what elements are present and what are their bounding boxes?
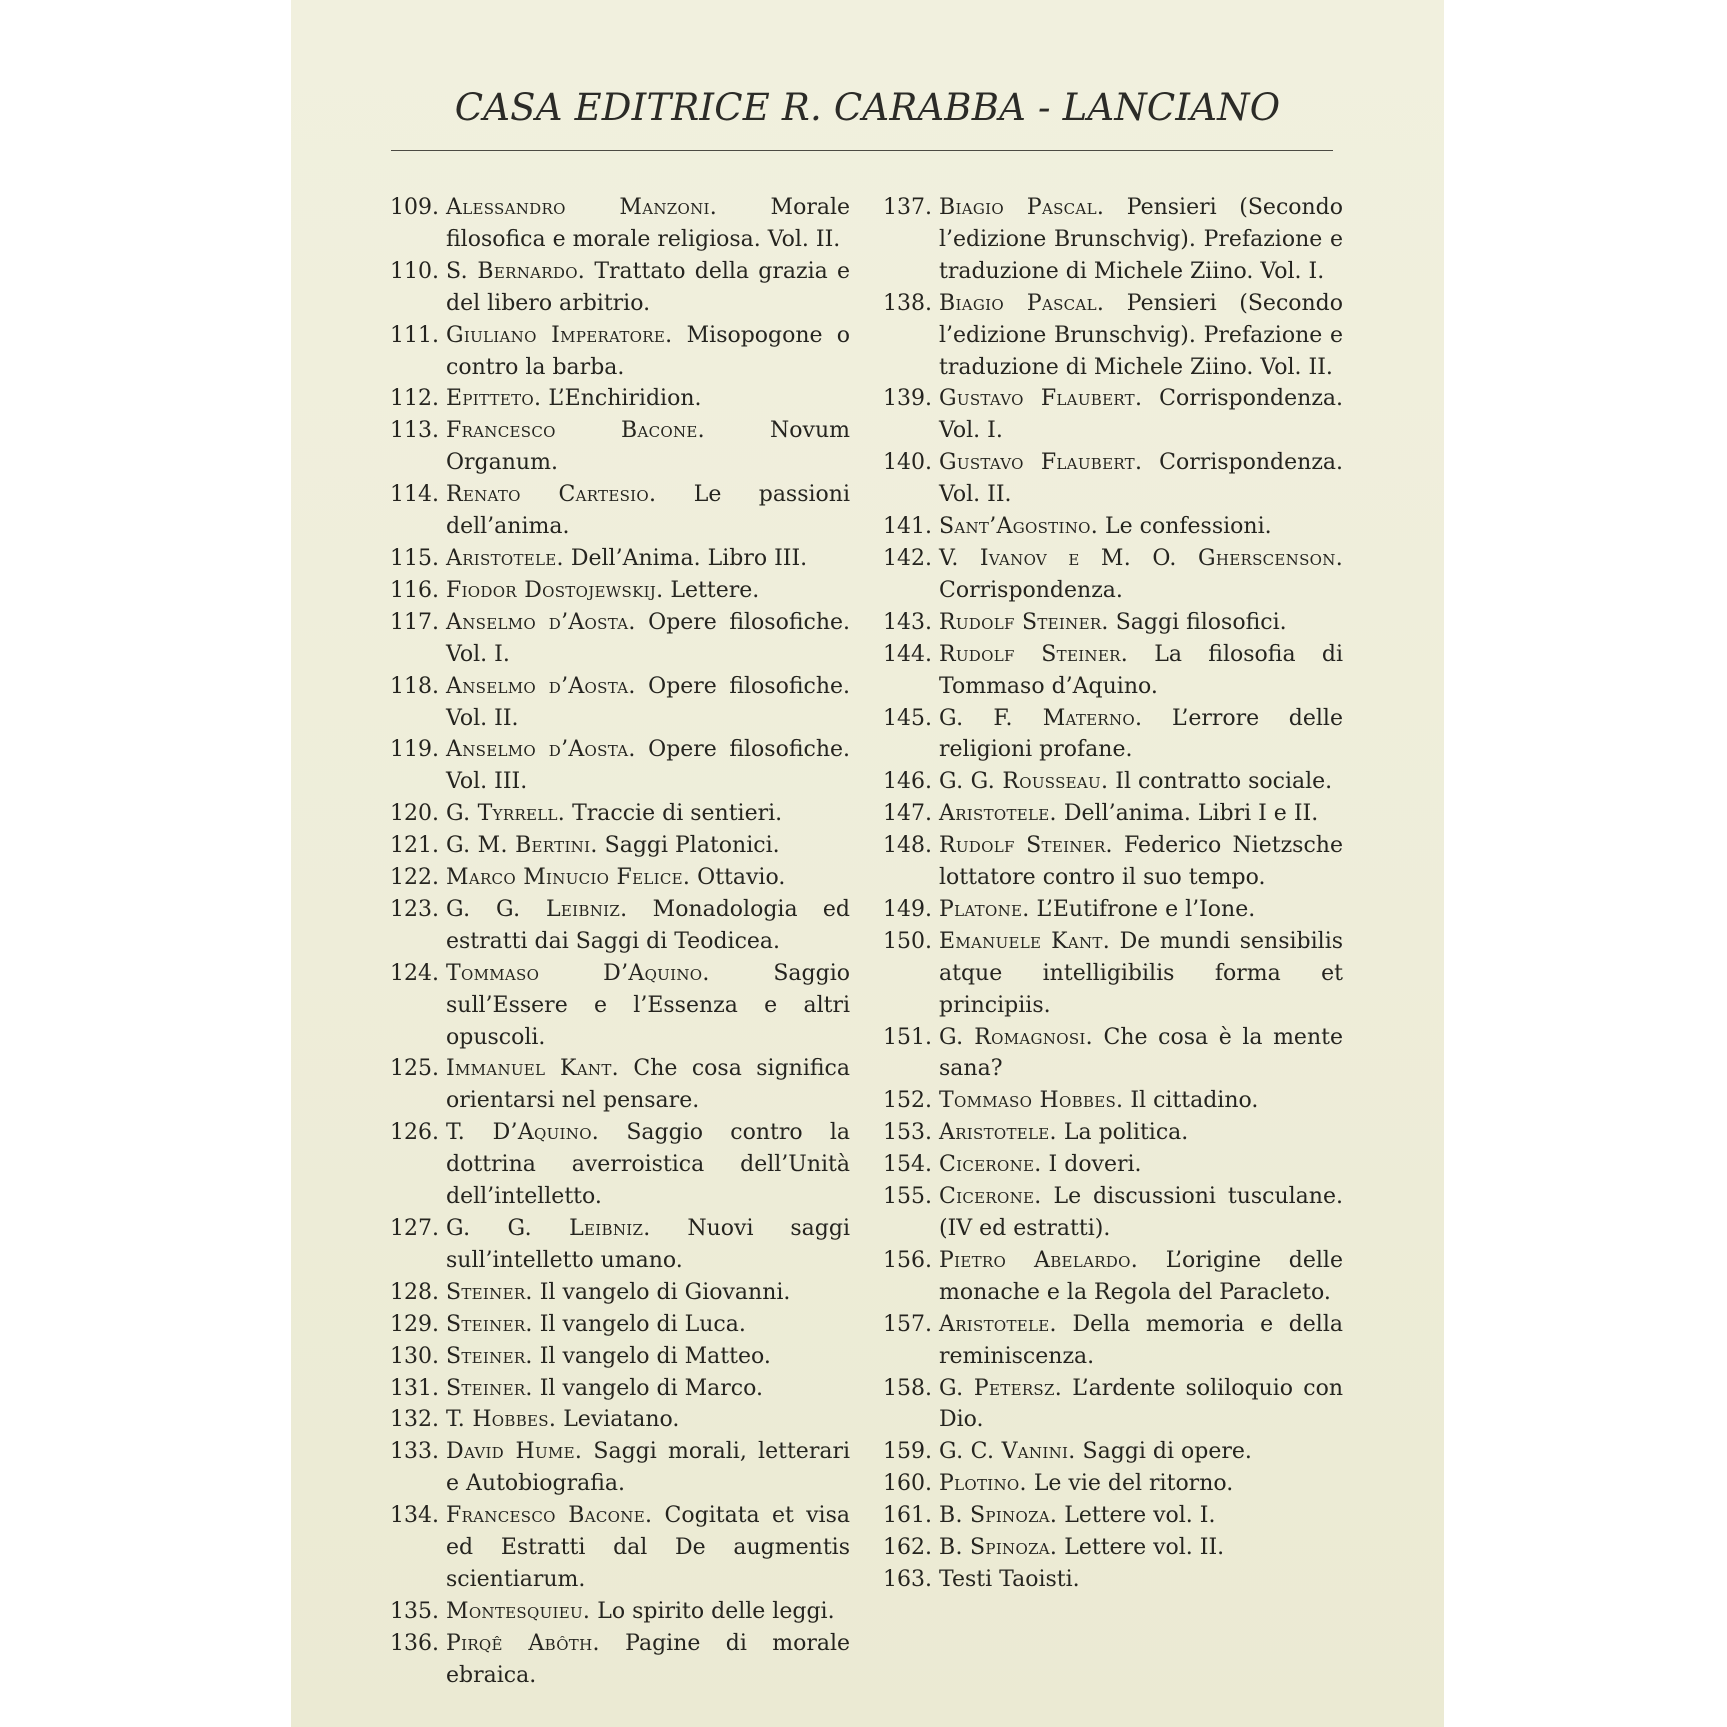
entry-number: 123.	[390, 896, 439, 922]
catalog-entry	[883, 1117, 1343, 1149]
entry-author: G. G. Leibniz.	[446, 1216, 651, 1241]
entry-number: 114.	[390, 482, 439, 508]
entry-title: Monadologia ed estratti dai Saggi di Teodicea.	[446, 896, 850, 954]
catalog-entry	[390, 1053, 850, 1117]
entry-author: Alessandro Manzoni.	[446, 195, 718, 220]
entry-author: Aristotele.	[939, 801, 1057, 827]
entry-number: 154.	[883, 1152, 932, 1178]
entry-title: Pensieri (Secondo l’edizione Brunschvig). Prefazione e traduzione di Michele Ziino. Vol. II.	[939, 290, 1344, 380]
entry-author: Aristotele.	[446, 545, 564, 571]
entry-title: Il cittadino.	[1130, 1088, 1259, 1114]
entry-author: Biagio Pascal.	[939, 290, 1105, 316]
catalog-entry	[883, 1468, 1343, 1500]
entry-number: 125.	[390, 1056, 439, 1082]
catalog-entry	[883, 447, 1343, 511]
entry-title: Il vangelo di Luca.	[539, 1311, 746, 1337]
entry-number: 155.	[883, 1184, 932, 1210]
entry-number: 139.	[883, 386, 932, 412]
entry-author: G. G. Rousseau.	[939, 769, 1109, 795]
entry-title: Opere filosofiche. Vol. I.	[446, 609, 850, 667]
entry-title: Morale filosofica e morale religiosa. Vol. II.	[446, 195, 851, 252]
entry-number: 136.	[390, 1630, 439, 1656]
entry-author: G. Petersz.	[939, 1375, 1063, 1401]
entry-title: L’Enchiridion.	[548, 386, 702, 412]
entry-title: Novum Organum.	[446, 418, 850, 476]
entry-title: Le confessioni.	[1105, 514, 1272, 540]
entry-author: T. D’Aquino.	[446, 1120, 600, 1146]
entry-author: Rudolf Steiner.	[939, 833, 1113, 859]
entry-author: V. Ivanov e M. O. Gherscenson.	[939, 545, 1343, 571]
entry-number: 118.	[390, 673, 439, 699]
entry-author: Steiner.	[446, 1279, 533, 1305]
entry-title: Saggi di opere.	[1082, 1439, 1252, 1465]
entry-title: L’origine delle monache e la Regola del Paracleto.	[939, 1247, 1343, 1305]
catalog-entry	[390, 671, 850, 735]
entry-number: 135.	[390, 1598, 439, 1624]
catalog-entry	[390, 1213, 850, 1277]
catalog-entry	[390, 894, 850, 958]
entry-number: 111.	[390, 322, 439, 348]
entry-author: G. Tyrrell.	[446, 801, 566, 827]
entry-title: Opere filosofiche. Vol. II.	[446, 673, 850, 731]
entry-title: La politica.	[1063, 1120, 1189, 1146]
entry-author: David Hume.	[446, 1439, 583, 1465]
entry-number: 148.	[883, 833, 932, 859]
entry-author: Cicerone.	[939, 1184, 1042, 1210]
entry-number: 159.	[883, 1439, 932, 1465]
catalog-entry	[883, 1373, 1343, 1437]
catalog-entry	[390, 1373, 850, 1405]
catalog-entry	[390, 383, 850, 415]
catalog-entry	[390, 1628, 850, 1692]
entry-number: 157.	[883, 1311, 932, 1337]
entry-number: 138.	[883, 290, 932, 316]
publisher-header: CASA EDITRICE R. CARABBA - LANCIANO	[454, 86, 1281, 129]
entry-title: L’ardente soliloquio con Dio.	[939, 1375, 1343, 1433]
entry-number: 130.	[390, 1343, 439, 1369]
catalog-entry	[390, 479, 850, 543]
catalog-page	[291, 0, 1444, 1727]
entry-author: Anselmo d’Aosta.	[446, 609, 636, 635]
catalog-entry	[883, 383, 1343, 447]
entry-title: Lo spirito delle leggi.	[597, 1598, 835, 1624]
entry-author: Anselmo d’Aosta.	[446, 737, 636, 763]
catalog-column-left	[390, 192, 850, 1692]
catalog-entry	[390, 862, 850, 894]
entry-author: Sant’Agostino.	[939, 514, 1099, 540]
catalog-entry	[883, 288, 1343, 384]
catalog-entry	[390, 256, 850, 320]
entry-author: G. C. Vanini.	[939, 1439, 1076, 1465]
catalog-entry	[883, 830, 1343, 894]
entry-number: 115.	[390, 545, 439, 571]
header-rule	[391, 150, 1333, 151]
entry-number: 113.	[390, 418, 439, 444]
entry-number: 143.	[883, 609, 932, 635]
catalog-entry	[883, 511, 1343, 543]
entry-number: 140.	[883, 450, 932, 476]
entry-title: Della memoria e della reminiscenza.	[939, 1311, 1343, 1369]
catalog-entry	[883, 894, 1343, 926]
entry-number: 142.	[883, 545, 932, 571]
entry-number: 149.	[883, 896, 932, 922]
entry-title: De mundi sensibilis atque intelligibilis forma et principiis.	[939, 928, 1344, 1018]
entry-number: 132.	[390, 1407, 439, 1433]
catalog-entry	[390, 734, 850, 798]
catalog-entry	[883, 1436, 1343, 1468]
entry-title: Che cosa è la mente sana?	[939, 1024, 1343, 1082]
entry-number: 147.	[883, 801, 932, 827]
entry-title: Federico Nietzsche lottatore contro il suo tempo.	[939, 833, 1343, 891]
entry-author: G. Romagnosi.	[939, 1024, 1093, 1050]
entry-title: Saggi Platonici.	[604, 833, 780, 859]
entry-author: Platone.	[939, 896, 1030, 922]
entry-title: Traccie di sentieri.	[572, 801, 783, 827]
entry-number: 151.	[883, 1024, 932, 1050]
catalog-entry	[883, 1245, 1343, 1309]
entry-title: Il vangelo di Marco.	[539, 1375, 763, 1401]
entry-title: Corrispondenza. Vol. II.	[939, 450, 1344, 508]
entry-author: Francesco Bacone.	[446, 418, 705, 444]
catalog-column-right	[883, 192, 1343, 1596]
catalog-entry	[390, 543, 850, 575]
entry-number: 116.	[390, 577, 439, 603]
entry-author: Steiner.	[446, 1311, 533, 1337]
catalog-entry	[390, 192, 850, 256]
entry-title: Dell’Anima. Libro III.	[570, 545, 808, 571]
entry-title: Saggio contro la dottrina averroistica dell’Unità dell’intelletto.	[446, 1120, 850, 1210]
catalog-entry	[390, 958, 850, 1054]
entry-author: Renato Cartesio.	[446, 482, 657, 508]
entry-author: Immanuel Kant.	[446, 1056, 619, 1082]
entry-author: Steiner.	[446, 1343, 533, 1369]
entry-title: Corrispondenza. Vol. I.	[939, 386, 1344, 444]
entry-number: 145.	[883, 705, 932, 731]
catalog-entry	[390, 1341, 850, 1373]
catalog-entry	[883, 1181, 1343, 1245]
catalog-entry	[390, 575, 850, 607]
entry-title: Saggi morali, letterari e Autobiografia.	[446, 1439, 850, 1497]
entry-title: Ottavio.	[697, 865, 786, 891]
catalog-entry	[390, 1404, 850, 1436]
entry-title: L’errore delle religioni profane.	[939, 705, 1343, 763]
entry-title: Le passioni dell’anima.	[446, 482, 850, 540]
entry-author: G. G. Leibniz.	[446, 896, 628, 922]
entry-title: Corrispondenza.	[939, 577, 1123, 603]
catalog-entry	[883, 926, 1343, 1022]
entry-title: Nuovi saggi sull’intelletto umano.	[446, 1216, 851, 1273]
catalog-entry	[883, 703, 1343, 767]
entry-title: Il vangelo di Giovanni.	[539, 1279, 791, 1305]
entry-author: Aristotele.	[939, 1120, 1057, 1146]
catalog-entry	[883, 1149, 1343, 1181]
entry-number: 137.	[883, 195, 932, 220]
entry-title: L’Eutifrone e l’Ione.	[1036, 896, 1256, 922]
entry-number: 162.	[883, 1535, 932, 1561]
entry-number: 146.	[883, 769, 932, 795]
entry-title: Lettere vol. I.	[1064, 1503, 1216, 1529]
entry-number: 119.	[390, 737, 439, 763]
entry-author: G. F. Materno.	[939, 705, 1143, 731]
entry-title: Il contratto sociale.	[1115, 769, 1333, 795]
entry-title: Trattato della grazia e del libero arbitrio.	[446, 258, 850, 316]
entry-author: Cicerone.	[939, 1152, 1042, 1178]
entry-title: I doveri.	[1048, 1152, 1142, 1178]
catalog-entry	[883, 1532, 1343, 1564]
entry-author: T. Hobbes.	[446, 1407, 557, 1433]
entry-title: Le vie del ritorno.	[1033, 1471, 1234, 1497]
entry-author: Francesco Bacone.	[446, 1503, 653, 1529]
entry-title: Che cosa significa orientarsi nel pensare.	[446, 1056, 850, 1114]
entry-number: 131.	[390, 1375, 439, 1401]
entry-number: 158.	[883, 1375, 932, 1401]
entry-number: 110.	[390, 258, 439, 284]
entry-title: La filosofia di Tommaso d’Aquino.	[939, 641, 1343, 699]
entry-author: S. Bernardo.	[446, 258, 586, 284]
entry-number: 128.	[390, 1279, 439, 1305]
catalog-entry	[883, 607, 1343, 639]
entry-author: Giuliano Imperatore.	[446, 322, 673, 348]
entry-title: Saggi filosofici.	[1115, 609, 1287, 635]
catalog-entry	[883, 639, 1343, 703]
entry-number: 126.	[390, 1120, 439, 1146]
entry-author: Emanuele Kant.	[939, 928, 1111, 954]
entry-title: Lettere vol. II.	[1064, 1535, 1225, 1561]
catalog-entry	[883, 1022, 1343, 1086]
entry-number: 129.	[390, 1311, 439, 1337]
entry-number: 124.	[390, 960, 439, 986]
entry-author: Pirqê Abôth.	[446, 1630, 600, 1656]
catalog-entry	[390, 415, 850, 479]
entry-title: Lettere.	[670, 577, 760, 603]
entry-number: 121.	[390, 833, 439, 859]
catalog-entry	[390, 798, 850, 830]
entry-author: B. Spinoza.	[939, 1503, 1058, 1529]
entry-title: Il vangelo di Matteo.	[539, 1343, 771, 1369]
catalog-entry	[883, 798, 1343, 830]
entry-title: Pensieri (Secondo l’edizione Brunschvig). Prefazione e traduzione di Michele Ziino. Vol. I.	[939, 195, 1344, 284]
catalog-entry	[390, 1596, 850, 1628]
entry-number: 156.	[883, 1247, 932, 1273]
catalog-entry	[883, 543, 1343, 607]
entry-title: Misopogone o contro la barba.	[446, 322, 851, 380]
entry-author: Gustavo Flaubert.	[939, 450, 1143, 476]
entry-number: 127.	[390, 1216, 439, 1241]
entry-author: Tommaso Hobbes.	[939, 1088, 1124, 1114]
catalog-entry	[883, 766, 1343, 798]
entry-author: B. Spinoza.	[939, 1535, 1058, 1561]
entry-number: 144.	[883, 641, 932, 667]
entry-number: 120.	[390, 801, 439, 827]
entry-author: Pietro Abelardo.	[939, 1247, 1139, 1273]
entry-author: Rudolf Steiner.	[939, 609, 1109, 635]
entry-number: 153.	[883, 1120, 932, 1146]
entry-number: 163.	[883, 1566, 932, 1592]
entry-author: Biagio Pascal.	[939, 195, 1105, 220]
entry-author: Epitteto.	[446, 386, 542, 412]
entry-number: 112.	[390, 386, 439, 412]
entry-title: Testi Taoisti.	[939, 1566, 1080, 1592]
entry-title: Saggio sull’Essere e l’Essenza e altri opuscoli.	[446, 960, 850, 1050]
catalog-entry	[390, 1500, 850, 1596]
entry-author: Steiner.	[446, 1375, 533, 1401]
entry-number: 134.	[390, 1503, 439, 1529]
catalog-entry	[883, 1085, 1343, 1117]
entry-title: Leviatano.	[563, 1407, 680, 1433]
entry-author: Anselmo d’Aosta.	[446, 673, 636, 699]
entry-author: Fiodor Dostojewskij.	[446, 577, 664, 603]
entry-author: Rudolf Steiner.	[939, 641, 1128, 667]
catalog-entry	[883, 1500, 1343, 1532]
entry-author: Gustavo Flaubert.	[939, 386, 1143, 412]
catalog-entry	[390, 607, 850, 671]
entry-number: 150.	[883, 928, 932, 954]
catalog-entry	[390, 1309, 850, 1341]
entry-author: Marco Minucio Felice.	[446, 865, 691, 891]
catalog-entry	[883, 1309, 1343, 1373]
entry-number: 133.	[390, 1439, 439, 1465]
entry-author: Tommaso D’Aquino.	[446, 960, 710, 986]
entry-author: Aristotele.	[939, 1311, 1057, 1337]
catalog-entry	[390, 1436, 850, 1500]
catalog-entry	[883, 192, 1343, 288]
catalog-entry	[390, 320, 850, 384]
entry-number: 122.	[390, 865, 439, 891]
entry-number: 160.	[883, 1471, 932, 1497]
entry-title: Cogitata et visa ed Estratti dal De augmentis scientiarum.	[446, 1503, 850, 1592]
catalog-entry	[390, 830, 850, 862]
catalog-entry	[390, 1277, 850, 1309]
entry-title: Pagine di morale ebraica.	[446, 1630, 851, 1688]
entry-number: 109.	[390, 195, 439, 220]
entry-number: 152.	[883, 1088, 932, 1114]
entry-author: Plotino.	[939, 1471, 1027, 1497]
entry-number: 117.	[390, 609, 439, 635]
catalog-entry	[883, 1564, 1343, 1596]
entry-author: Montesquieu.	[446, 1598, 591, 1624]
entry-number: 141.	[883, 514, 932, 540]
entry-number: 161.	[883, 1503, 932, 1529]
entry-title: Le discussioni tusculane. (IV ed estratti).	[939, 1184, 1343, 1241]
entry-author: G. M. Bertini.	[446, 833, 598, 859]
entry-title: Opere filosofiche. Vol. III.	[446, 737, 850, 795]
entry-title: Dell’anima. Libri I e II.	[1063, 801, 1319, 827]
catalog-entry	[390, 1117, 850, 1213]
